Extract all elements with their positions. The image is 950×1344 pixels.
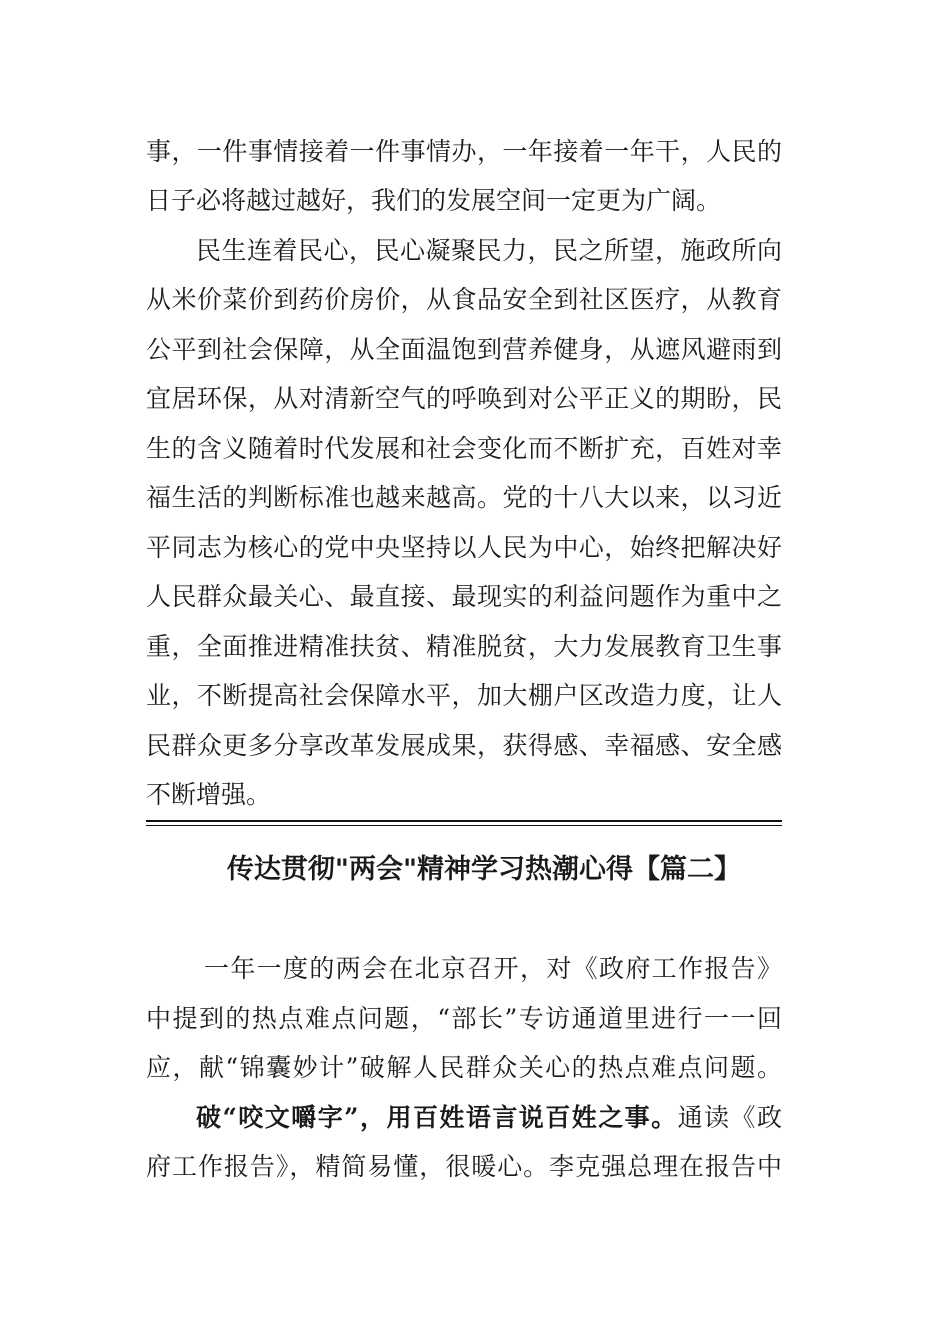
bold-lead-text: 破“咬文嚼字”，用百姓语言说百姓之事。	[196, 1103, 678, 1132]
body-line: 府工作报告》，精简易懂，很暖心。李克强总理在报告中	[146, 1152, 782, 1181]
body-line: 重，全面推进精准扶贫、精准脱贫，大力发展教育卫生事	[146, 632, 782, 661]
paragraph-start-line: 一年一度的两会在北京召开，对《政府工作报告》	[204, 954, 782, 983]
body-line: 民群众更多分享改革发展成果，获得感、幸福感、安全感	[146, 731, 782, 760]
paragraph-start-line: 民生连着民心，民心凝聚民力，民之所望，施政所向	[196, 236, 782, 265]
body-line: 平同志为核心的党中央坚持以人民为中心，始终把解决好	[146, 533, 782, 562]
body-line: 人民群众最关心、最直接、最现实的利益问题作为重中之	[146, 582, 782, 611]
paragraph-start-line	[196, 1102, 782, 1134]
body-line: 不断增强。	[146, 780, 272, 809]
body-line: 事，一件事情接着一件事情办，一年接着一年干，人民的	[146, 137, 782, 166]
section-divider-thin	[146, 825, 782, 826]
section-heading: 传达贯彻"两会"精神学习热潮心得【篇二】	[226, 854, 742, 885]
body-line: 福生活的判断标准也越来越高。党的十八大以来，以习近	[146, 483, 782, 512]
body-line: 日子必将越过越好，我们的发展空间一定更为广阔。	[146, 186, 722, 215]
lead-continuation-text: 通读《政	[677, 1103, 782, 1132]
body-line: 中提到的热点难点问题，“部长”专访通道里进行一一回	[146, 1004, 782, 1033]
body-line: 从米价菜价到药价房价，从食品安全到社区医疗，从教育	[146, 285, 782, 314]
body-line: 公平到社会保障，从全面温饱到营养健身，从遮风避雨到	[146, 335, 782, 364]
body-line: 应，献“锦囊妙计”破解人民群众关心的热点难点问题。	[146, 1053, 782, 1082]
section-divider-thick	[146, 820, 782, 822]
body-line: 宜居环保，从对清新空气的呼唤到对公平正义的期盼，民	[146, 384, 782, 413]
body-line: 生的含义随着时代发展和社会变化而不断扩充，百姓对幸	[146, 434, 782, 463]
body-line: 业，不断提高社会保障水平，加大棚户区改造力度，让人	[146, 681, 782, 710]
